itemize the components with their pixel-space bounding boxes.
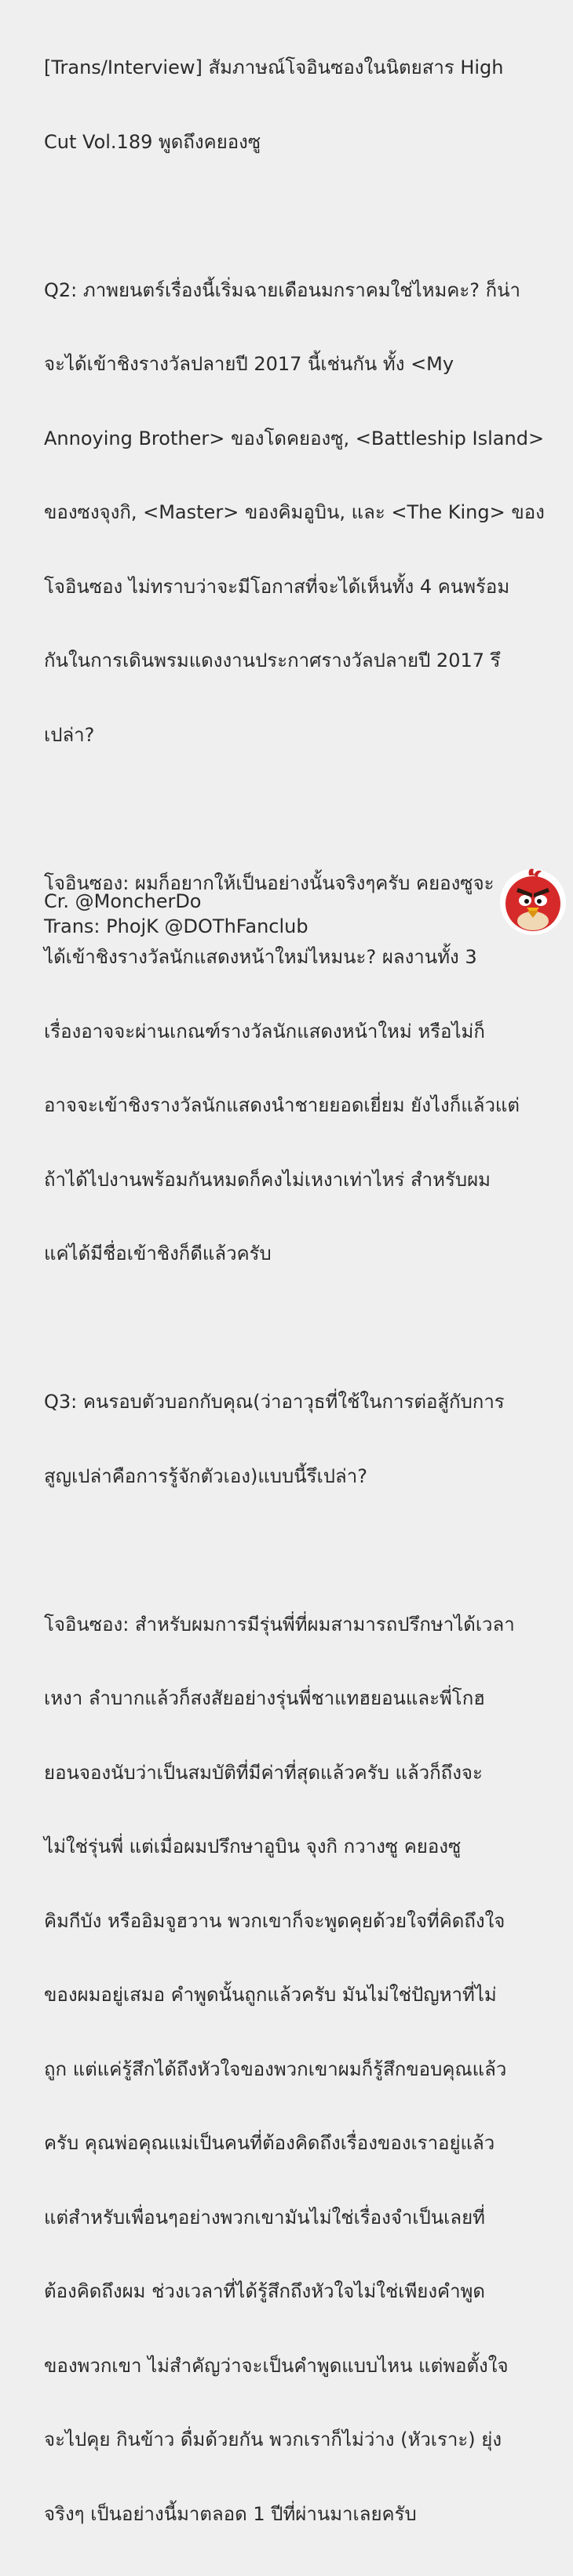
- answer-2-line: เรื่องอาจจะผ่านเกณฑ์รางวัลนักแสดงหน้าใหม่ หรือไม่ก็: [44, 1020, 546, 1045]
- answer-3-line: ต้องคิดถึงผม ช่วงเวลาที่ได้รู้สึกถึงหัวใจไม่ใช่เพียงคำพูด: [44, 2279, 546, 2305]
- question-3-line: สูญเปล่าคือการรู้จักตัวเอง)แบบนี้รึเปล่า?: [44, 1464, 546, 1490]
- answer-3-line: เหงา ลำบากแล้วก็สงสัยอย่างรุ่นพี่ชาแทฮยอนและพี่โกฮ: [44, 1686, 546, 1712]
- title-line: [Trans/Interview] สัมภาษณ์โจอินซองในนิตยสาร High: [44, 56, 546, 81]
- question-3-line: Q3: คนรอบตัวบอกกับคุณ(ว่าอาวุธที่ใช้ในการต่อสู้กับการ: [44, 1390, 546, 1415]
- question-2-line: จะได้เข้าชิงรางวัลปลายปี 2017 นี้เช่นกัน ทั้ง <My: [44, 352, 546, 377]
- answer-2-line: อาจจะเข้าชิงรางวัลนักแสดงนำชายยอดเยี่ยม ยังไงก็แล้วแต่: [44, 1093, 546, 1119]
- answer-3-line: จะไปคุย กินข้าว ดื่มด้วยกัน พวกเราก็ไม่ว่าง (หัวเราะ) ยุ่ง: [44, 2428, 546, 2453]
- answer-2-line: แค่ได้มีชื่อเข้าชิงก็ดีแล้วครับ: [44, 1242, 546, 1267]
- answer-3-line: จริงๆ เป็นอย่างนี้มาตลอด 1 ปีที่ผ่านมาเลยครับ: [44, 2502, 546, 2527]
- angry-red-bird-icon: [498, 866, 568, 937]
- title: [44, 6, 546, 204]
- credits: [44, 890, 308, 939]
- question-2-line: Q2: ภาพยนตร์เรื่องนี้เริ่มฉายเดือนมกราคมใช่ไหมคะ? ก็น่า: [44, 278, 546, 304]
- answer-2-line: ได้เข้าชิงรางวัลนักแสดงหน้าใหม่ไหมนะ? ผลงานทั้ง 3: [44, 945, 546, 970]
- answer-3-line: ยอนจองนับว่าเป็นสมบัติที่มีค่าที่สุดแล้วครับ แล้วก็ถึงจะ: [44, 1761, 546, 1786]
- answer-3-line: ของผมอยู่เสมอ คำพูดนั้นถูกแล้วครับ มันไม่ใช่ปัญหาที่ไม่: [44, 1983, 546, 2008]
- answer-3-line: โจอินซอง: สำหรับผมการมีรุ่นพี่ที่ผมสามารถปรึกษาได้เวลา: [44, 1613, 546, 1638]
- question-2-line: โจอินซอง ไม่ทราบว่าจะมีโอกาสที่จะได้เห็นทั้ง 4 คนพร้อม: [44, 575, 546, 600]
- article: [44, 6, 546, 2576]
- answer-3: [44, 1563, 546, 2576]
- answer-3-line: แต่สำหรับเพื่อนๆอย่างพวกเขามันไม่ใช่เรื่องจำเป็นเลยที่: [44, 2206, 546, 2231]
- answer-3-line: ถูก แต่แค่รู้สึกได้ถึงหัวใจของพวกเขาผมก็รู้สึกขอบคุณแล้ว: [44, 2058, 546, 2083]
- question-3: [44, 1341, 546, 1538]
- question-2-line: เปล่า?: [44, 723, 546, 748]
- answer-3-line: ของพวกเขา ไม่สำคัญว่าจะเป็นคำพูดแบบไหน แต่พอตั้งใจ: [44, 2354, 546, 2379]
- bird-pupil: [524, 899, 529, 904]
- bird-pupil: [537, 899, 542, 904]
- question-2-line: Annoying Brother> ของโดคยองซู, <Battleship Island>: [44, 427, 546, 452]
- question-2: [44, 229, 546, 798]
- answer-3-line: คิมกีบัง หรืออิมจูฮวาน พวกเขาก็จะพูดคุยด้วยใจที่คิดถึงใจ: [44, 1909, 546, 1934]
- title-line: Cut Vol.189 พูดถึงคยองซู: [44, 130, 546, 155]
- answer-3-line: ไม่ใช่รุ่นพี่ แต่เมื่อผมปรึกษาอูบิน จุงกิ กวางซู คยองซู: [44, 1835, 546, 1860]
- question-2-line: ของซงจุงกิ, <Master> ของคิมอูบิน, และ <The King> ของ: [44, 500, 546, 526]
- credit-translator: Trans: PhojK @DOThFanclub: [44, 915, 308, 940]
- credit-source: Cr. @MoncherDo: [44, 890, 308, 915]
- answer-3-line: ครับ คุณพ่อคุณแม่เป็นคนที่ต้องคิดถึงเรื่องของเราอยู่แล้ว: [44, 2131, 546, 2156]
- question-2-line: กันในการเดินพรมแดงงานประกาศรางวัลปลายปี 2017 รึ: [44, 649, 546, 674]
- answer-2-line: โจอินซอง: ผมก็อยากให้เป็นอย่างนั้นจริงๆครับ คยองซูจะ: [44, 871, 546, 897]
- answer-2-line: ถ้าได้ไปงานพร้อมกันหมดก็คงไม่เหงาเท่าไหร่ สำหรับผม: [44, 1168, 546, 1193]
